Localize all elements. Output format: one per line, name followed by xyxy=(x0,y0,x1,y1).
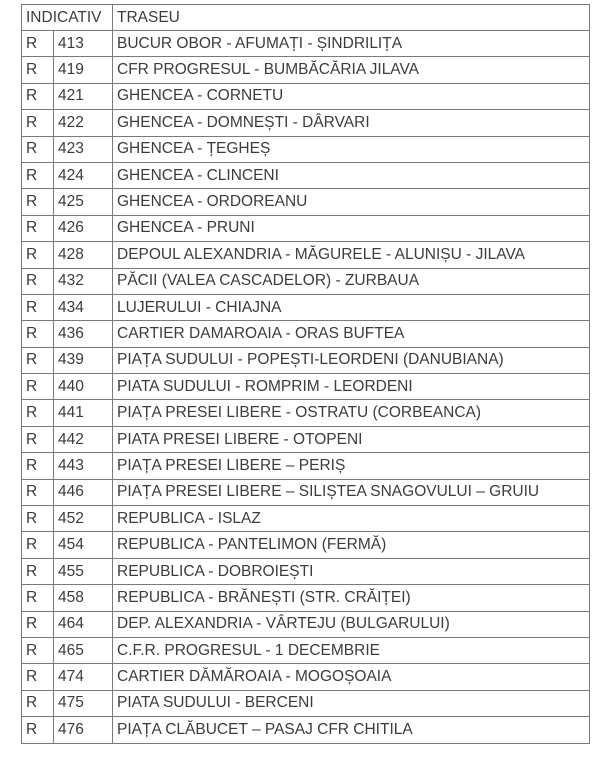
routes-table xyxy=(21,4,590,744)
route-type-cell: R xyxy=(22,31,54,57)
route-type-cell: R xyxy=(22,717,54,743)
route-type-cell: R xyxy=(22,321,54,347)
table-row xyxy=(22,611,590,637)
table-header xyxy=(22,5,590,31)
route-number-cell: 465 xyxy=(54,637,113,663)
route-type-cell: R xyxy=(22,506,54,532)
route-name-cell: REPUBLICA - ISLAZ xyxy=(113,506,590,532)
route-number-cell: 474 xyxy=(54,664,113,690)
route-type-cell: R xyxy=(22,215,54,241)
table-row xyxy=(22,532,590,558)
route-name-cell: PĂCII (VALEA CASCADELOR) - ZURBAUA xyxy=(113,268,590,294)
route-name-cell: GHENCEA - DOMNEȘTI - DÂRVARI xyxy=(113,110,590,136)
route-number-cell: 424 xyxy=(54,162,113,188)
table-row xyxy=(22,294,590,320)
route-name-cell: DEP. ALEXANDRIA - VÂRTEJU (BULGARULUI) xyxy=(113,611,590,637)
route-type-cell: R xyxy=(22,242,54,268)
route-type-cell: R xyxy=(22,374,54,400)
table-row xyxy=(22,57,590,83)
table-row xyxy=(22,426,590,452)
route-number-cell: 441 xyxy=(54,400,113,426)
table-row xyxy=(22,479,590,505)
route-number-cell: 426 xyxy=(54,215,113,241)
route-name-cell: GHENCEA - CORNETU xyxy=(113,83,590,109)
table-row xyxy=(22,215,590,241)
route-name-cell: PIATA PRESEI LIBERE - OTOPENI xyxy=(113,426,590,452)
route-number-cell: 439 xyxy=(54,347,113,373)
table-row xyxy=(22,585,590,611)
route-type-cell: R xyxy=(22,637,54,663)
header-traseu: TRASEU xyxy=(113,5,590,31)
route-name-cell: PIATA SUDULUI - ROMPRIM - LEORDENI xyxy=(113,374,590,400)
route-number-cell: 419 xyxy=(54,57,113,83)
route-name-cell: PIAȚA PRESEI LIBERE - OSTRATU (CORBEANCA) xyxy=(113,400,590,426)
route-type-cell: R xyxy=(22,162,54,188)
route-type-cell: R xyxy=(22,690,54,716)
route-name-cell: DEPOUL ALEXANDRIA - MĂGURELE - ALUNIȘU - JILAVA xyxy=(113,242,590,268)
table-row xyxy=(22,136,590,162)
table-row xyxy=(22,690,590,716)
table-row xyxy=(22,321,590,347)
route-number-cell: 475 xyxy=(54,690,113,716)
route-type-cell: R xyxy=(22,585,54,611)
route-name-cell: C.F.R. PROGRESUL - 1 DECEMBRIE xyxy=(113,637,590,663)
route-type-cell: R xyxy=(22,83,54,109)
route-name-cell: REPUBLICA - DOBROIEȘTI xyxy=(113,558,590,584)
route-name-cell: PIATA SUDULUI - BERCENI xyxy=(113,690,590,716)
route-type-cell: R xyxy=(22,268,54,294)
route-name-cell: REPUBLICA - BRĂNEȘTI (STR. CRĂIȚEI) xyxy=(113,585,590,611)
route-number-cell: 432 xyxy=(54,268,113,294)
table-row xyxy=(22,162,590,188)
table-row xyxy=(22,717,590,743)
route-number-cell: 455 xyxy=(54,558,113,584)
route-name-cell: GHENCEA - ȚEGHEȘ xyxy=(113,136,590,162)
route-number-cell: 423 xyxy=(54,136,113,162)
route-number-cell: 476 xyxy=(54,717,113,743)
route-type-cell: R xyxy=(22,426,54,452)
route-number-cell: 442 xyxy=(54,426,113,452)
table-row xyxy=(22,268,590,294)
header-row xyxy=(22,5,590,31)
table-row xyxy=(22,400,590,426)
route-type-cell: R xyxy=(22,453,54,479)
route-name-cell: PIAȚA PRESEI LIBERE – PERIȘ xyxy=(113,453,590,479)
route-type-cell: R xyxy=(22,664,54,690)
route-name-cell: GHENCEA - CLINCENI xyxy=(113,162,590,188)
route-number-cell: 436 xyxy=(54,321,113,347)
route-number-cell: 440 xyxy=(54,374,113,400)
table-row xyxy=(22,31,590,57)
route-name-cell: GHENCEA - ORDOREANU xyxy=(113,189,590,215)
route-name-cell: LUJERULUI - CHIAJNA xyxy=(113,294,590,320)
route-type-cell: R xyxy=(22,110,54,136)
route-name-cell: PIAȚA SUDULUI - POPEȘTI-LEORDENI (DANUBIANA) xyxy=(113,347,590,373)
route-number-cell: 464 xyxy=(54,611,113,637)
table-row xyxy=(22,664,590,690)
route-type-cell: R xyxy=(22,136,54,162)
table-row xyxy=(22,558,590,584)
route-name-cell: CFR PROGRESUL - BUMBĂCĂRIA JILAVA xyxy=(113,57,590,83)
route-name-cell: CARTIER DAMAROAIA - ORAS BUFTEA xyxy=(113,321,590,347)
table-row xyxy=(22,347,590,373)
route-number-cell: 434 xyxy=(54,294,113,320)
table-body xyxy=(22,31,590,744)
route-number-cell: 446 xyxy=(54,479,113,505)
route-type-cell: R xyxy=(22,532,54,558)
route-number-cell: 458 xyxy=(54,585,113,611)
route-name-cell: CARTIER DĂMĂROAIA - MOGOȘOAIA xyxy=(113,664,590,690)
table-row xyxy=(22,110,590,136)
header-indicativ: INDICATIV xyxy=(22,5,113,31)
route-type-cell: R xyxy=(22,347,54,373)
table-row xyxy=(22,374,590,400)
table-row xyxy=(22,637,590,663)
route-number-cell: 454 xyxy=(54,532,113,558)
route-number-cell: 452 xyxy=(54,506,113,532)
route-number-cell: 428 xyxy=(54,242,113,268)
route-name-cell: PIAȚA PRESEI LIBERE – SILIȘTEA SNAGOVULUI – GRUIU xyxy=(113,479,590,505)
table-row xyxy=(22,189,590,215)
route-name-cell: BUCUR OBOR - AFUMAȚI - ȘINDRILIȚA xyxy=(113,31,590,57)
route-name-cell: GHENCEA - PRUNI xyxy=(113,215,590,241)
route-name-cell: PIAȚA CLĂBUCET – PASAJ CFR CHITILA xyxy=(113,717,590,743)
route-number-cell: 443 xyxy=(54,453,113,479)
table-row xyxy=(22,506,590,532)
route-type-cell: R xyxy=(22,479,54,505)
route-number-cell: 425 xyxy=(54,189,113,215)
route-type-cell: R xyxy=(22,294,54,320)
route-number-cell: 422 xyxy=(54,110,113,136)
route-name-cell: REPUBLICA - PANTELIMON (FERMĂ) xyxy=(113,532,590,558)
table-row xyxy=(22,453,590,479)
route-type-cell: R xyxy=(22,558,54,584)
route-number-cell: 413 xyxy=(54,31,113,57)
table-row xyxy=(22,83,590,109)
route-type-cell: R xyxy=(22,400,54,426)
table-row xyxy=(22,242,590,268)
route-number-cell: 421 xyxy=(54,83,113,109)
route-type-cell: R xyxy=(22,189,54,215)
route-type-cell: R xyxy=(22,611,54,637)
route-type-cell: R xyxy=(22,57,54,83)
